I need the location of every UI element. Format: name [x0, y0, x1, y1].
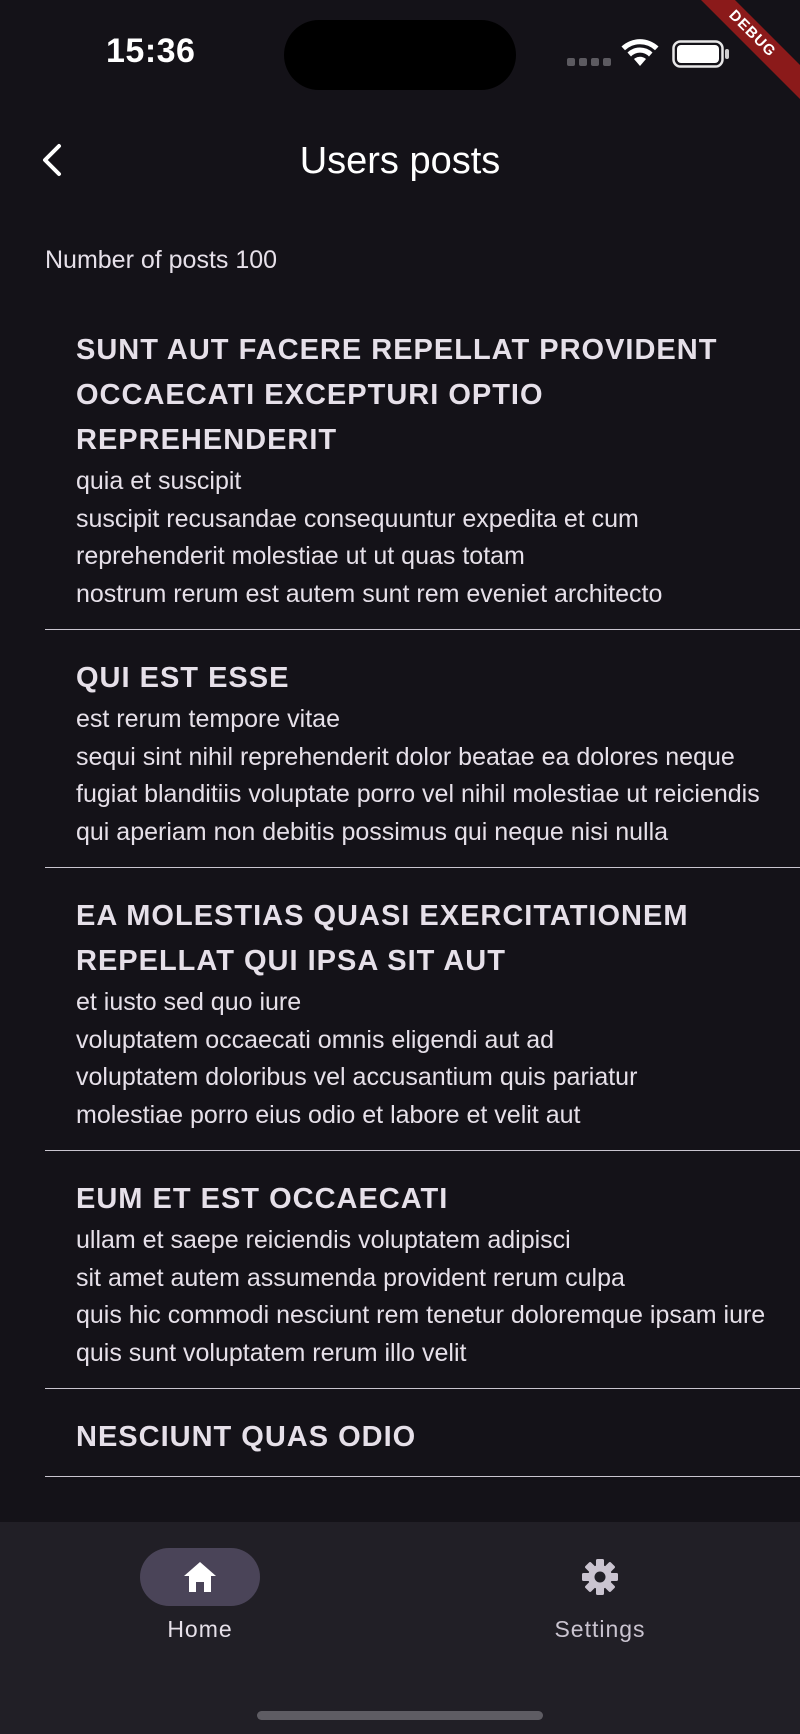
post-body: et iusto sed quo iure voluptatem occaecati omnis eligendi aut ad voluptatem doloribus vel accusantium quis pariatur molestiae porro eius odio et labore et velit aut [76, 988, 638, 1129]
post-body: ullam et saepe reiciendis voluptatem adipisci sit amet autem assumenda provident rerum culpa quis hic commodi nesciunt rem tenetur doloremque ipsam iure quis sunt voluptatem rerum illo velit [76, 1226, 766, 1367]
nav-label-settings: Settings [554, 1616, 646, 1642]
status-time: 15:36 [106, 32, 196, 70]
post-title: SUNT AUT FACERE REPELLAT PROVIDENT OCCAECATI EXCEPTURI OPTIO REPREHENDERIT [76, 334, 718, 456]
post-list[interactable] [45, 320, 800, 1522]
post-body: est rerum tempore vitae sequi sint nihil reprehenderit dolor beatae ea dolores neque fugiat blanditiis voluptate porro vel nihil molestiae ut reiciendis qui aperiam non debitis possimus qui neque nisi nulla [76, 705, 760, 846]
nav-item-home[interactable] [100, 1548, 300, 1643]
page-title: Users posts [299, 140, 501, 182]
post-title: EA MOLESTIAS QUASI EXERCITATIONEM REPELLAT QUI IPSA SIT AUT [76, 900, 689, 977]
app-bar [0, 110, 800, 220]
post-title: NESCIUNT QUAS ODIO [76, 1421, 417, 1453]
post-item[interactable] [45, 1407, 800, 1477]
bottom-navigation [0, 1522, 800, 1734]
home-icon [182, 1560, 218, 1594]
dynamic-island [284, 20, 516, 90]
wifi-icon [621, 39, 659, 67]
nav-item-settings[interactable] [500, 1548, 700, 1643]
post-item[interactable] [45, 320, 800, 630]
nav-icon-container [540, 1548, 660, 1606]
debug-banner [690, 0, 800, 110]
nav-active-indicator [140, 1548, 260, 1606]
gear-icon [581, 1558, 619, 1596]
post-body: quia et suscipit suscipit recusandae consequuntur expedita et cum reprehenderit molestiae ut ut quas totam nostrum rerum est autem sunt rem eveniet architecto [76, 467, 663, 608]
home-indicator-bar[interactable] [257, 1711, 543, 1720]
debug-label: DEBUG [690, 0, 800, 106]
posts-count: Number of posts 100 [45, 246, 278, 274]
post-item[interactable] [45, 886, 800, 1151]
nav-label-home: Home [167, 1616, 233, 1642]
post-item[interactable] [45, 1169, 800, 1389]
post-item[interactable] [45, 648, 800, 868]
cellular-signal-icon [567, 58, 611, 68]
post-title: EUM ET EST OCCAECATI [76, 1183, 449, 1215]
post-title: QUI EST ESSE [76, 662, 290, 694]
status-bar [0, 0, 800, 110]
